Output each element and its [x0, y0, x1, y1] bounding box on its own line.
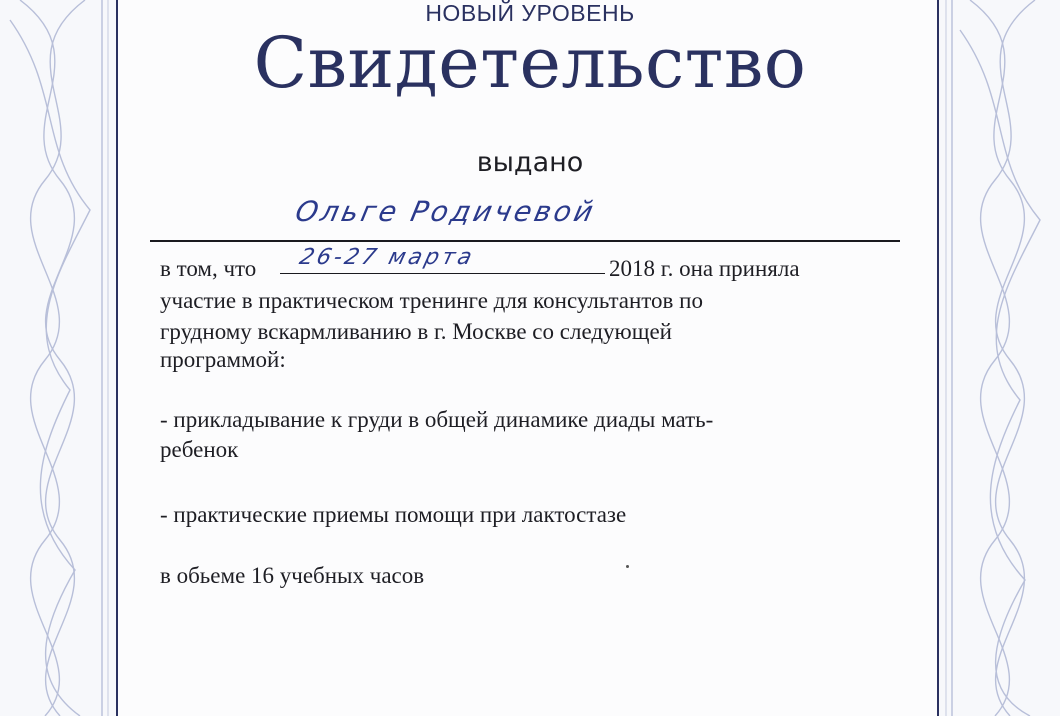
dates-handwritten: 26-27 марта: [296, 245, 478, 270]
body-line-4: программой:: [160, 347, 286, 372]
certificate-title: Свидетельство: [253, 22, 807, 104]
dates-fill-line: [280, 273, 605, 274]
body-line-3: грудному вскармливанию в г. Москве со следующей: [160, 319, 672, 344]
right-ornamental-border: [940, 0, 1060, 716]
program-item-1-line-2: ребенок: [160, 437, 239, 462]
issued-label: выдано: [476, 147, 584, 178]
organization-name: НОВЫЙ УРОВЕНЬ: [425, 0, 635, 26]
program-item-1-line-1: - прикладывание к груди в общей динамике диады мать-: [160, 407, 714, 432]
body-line-2: участие в практическом тренинге для консультантов по: [160, 288, 703, 313]
recipient-name-handwritten: Ольге Родичевой: [292, 195, 599, 228]
left-ornamental-border: [0, 0, 115, 716]
training-volume: в обьеме 16 учебных часов: [160, 563, 425, 588]
program-item-2: - практические приемы помощи при лактостазе: [160, 502, 627, 527]
paper-speck: [626, 565, 629, 568]
body-line-1-suffix: 2018 г. она приняла: [609, 256, 800, 281]
recipient-name-line: [150, 240, 900, 242]
body-line-1-prefix: в том, что: [160, 256, 257, 281]
